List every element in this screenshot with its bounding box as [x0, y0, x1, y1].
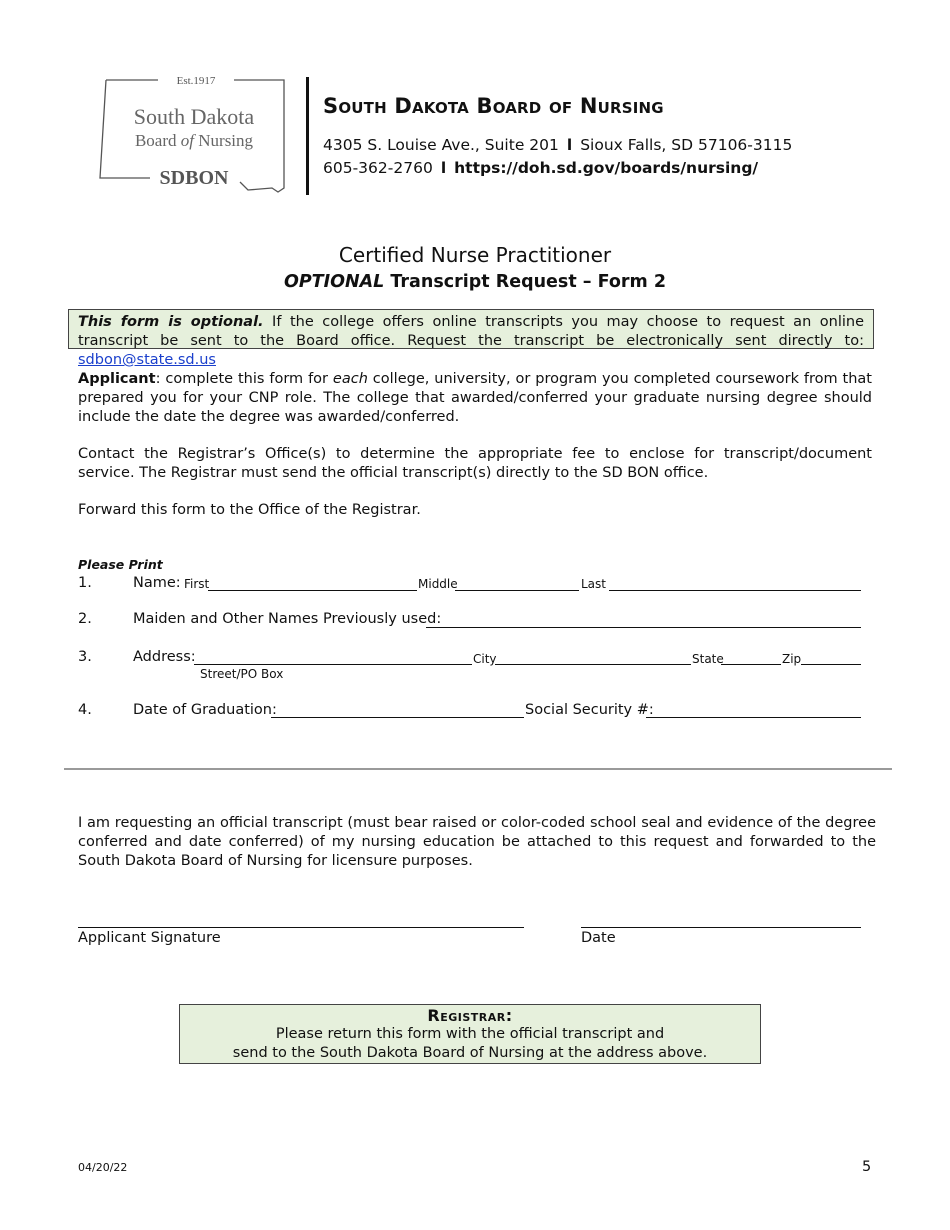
registrar-heading: Registrar: [427, 1006, 513, 1025]
form-subtitle: OPTIONAL Transcript Request – Form 2 [283, 272, 667, 292]
ssn-label: Social Security #: [525, 702, 654, 718]
ssn-field[interactable] [646, 717, 861, 718]
transcript-request-statement: I am requesting an official transcript (must bear raised or color-coded school seal and evidence of the degree conferred and date conferred) of my nursing education be attached to this request and forwarded to the South Dakota Board of Nursing for licensure purposes. [78, 815, 876, 869]
name-label: Name: [133, 575, 181, 591]
city-field[interactable] [495, 664, 691, 665]
email-link[interactable]: sdbon@state.sd.us [78, 352, 216, 368]
page-number: 5 [862, 1159, 872, 1175]
field-3-number: 3. [78, 649, 92, 665]
section-divider [64, 768, 892, 770]
maiden-names-label: Maiden and Other Names Previously used: [133, 611, 442, 627]
applicant-signature-label: Applicant Signature [78, 930, 221, 946]
graduation-date-field[interactable] [271, 717, 524, 718]
instructions-paragraph-2: Contact the Registrar’s Office(s) to determine the appropriate fee to enclose for transcript/document service. The Registrar must send the official transcript(s) directly to the SD BON office. [78, 446, 872, 481]
org-url[interactable]: https://doh.sd.gov/boards/nursing/ [454, 159, 759, 177]
registrar-box [179, 1004, 761, 1064]
first-name-field[interactable] [208, 590, 417, 591]
svg-text:Board of Nursing: Board of Nursing [134, 131, 254, 150]
street-field[interactable] [194, 664, 472, 665]
please-print-label: Please Print [78, 557, 163, 572]
field-1-number: 1. [78, 575, 92, 591]
registrar-line-2: send to the South Dakota Board of Nursing at the address above. [232, 1045, 708, 1061]
middle-label: Middle [418, 577, 458, 591]
applicant-signature-field[interactable] [78, 927, 524, 928]
form-title: Certified Nurse Practitioner [338, 243, 612, 267]
maiden-names-field[interactable] [426, 627, 861, 628]
registrar-line-1: Please return this form with the official transcript and [275, 1026, 665, 1042]
instructions-paragraph-1: Applicant: complete this form for each college, university, or program you completed coursework from that prepared you for your CNP role. The college that awarded/conferred your graduate nursing degree should include the date the degree was awarded/conferred. [78, 371, 872, 425]
street-po-box-label: Street/PO Box [200, 667, 284, 681]
logo-est: Est.1917 [176, 75, 216, 87]
first-label: First [184, 577, 210, 591]
zip-field[interactable] [801, 664, 861, 665]
sdbon-logo [98, 74, 294, 198]
revision-date: 04/20/22 [78, 1161, 128, 1174]
state-field[interactable] [721, 664, 781, 665]
graduation-date-label: Date of Graduation: [133, 702, 277, 718]
org-phone: 605-362-2760 [323, 159, 433, 177]
org-contact: 605-362-2760 l https://doh.sd.gov/boards/nursing/ [323, 159, 759, 177]
date-field[interactable] [581, 927, 861, 928]
state-label: State [692, 652, 724, 666]
optional-notice-box: This form is optional. If the college offers online transcripts you may choose to request an online transcript be sent to the Board office. Request the transcript be electronically sent directly to: sdbon@state.sd.us [68, 309, 874, 349]
logo-line1: South Dakota [133, 104, 255, 129]
field-2-number: 2. [78, 611, 92, 627]
zip-label: Zip [782, 652, 802, 666]
middle-name-field[interactable] [455, 590, 579, 591]
logo-abbr: SDBON [159, 167, 229, 189]
instructions-paragraph-3: Forward this form to the Office of the Registrar. [78, 502, 421, 518]
header-vertical-rule [306, 77, 309, 195]
org-name: South Dakota Board of Nursing [323, 94, 664, 118]
field-4-number: 4. [78, 702, 92, 718]
last-label: Last [581, 577, 606, 591]
address-label: Address: [133, 649, 196, 665]
last-name-field[interactable] [609, 590, 861, 591]
city-label: City [473, 652, 497, 666]
date-label: Date [581, 930, 616, 946]
org-address: 4305 S. Louise Ave., Suite 201 l Sioux Falls, SD 57106-3115 [323, 136, 793, 154]
